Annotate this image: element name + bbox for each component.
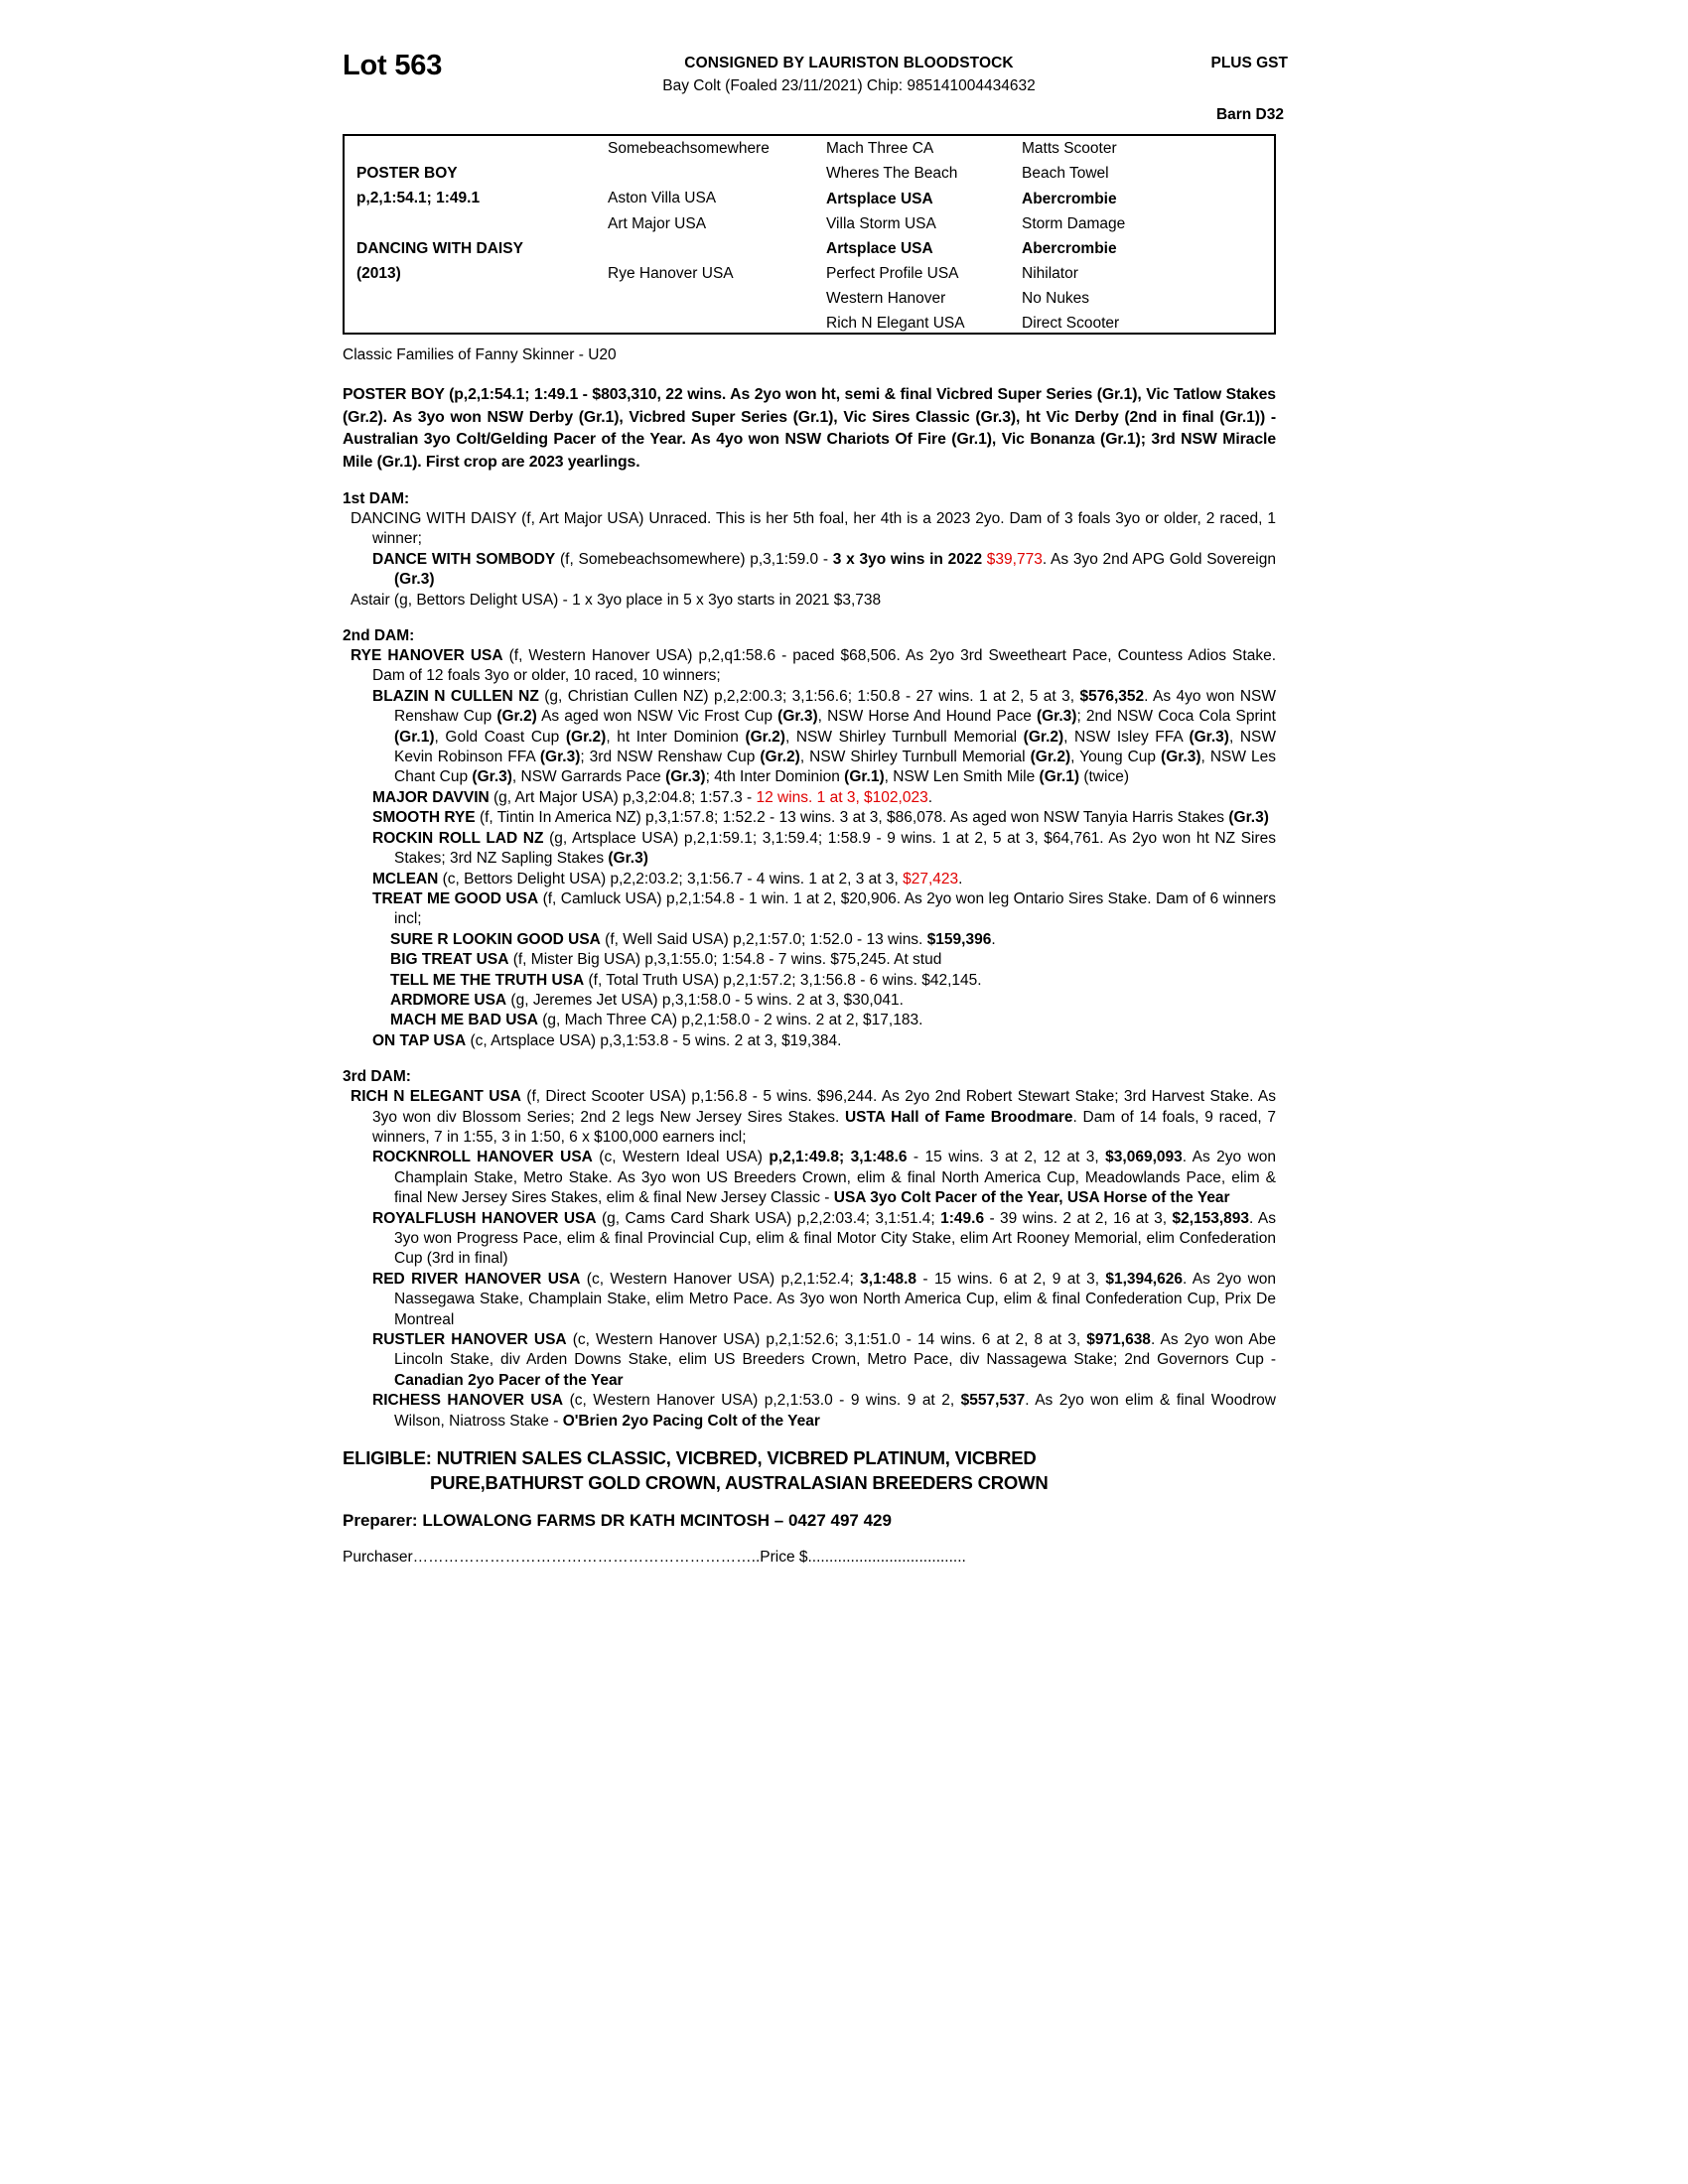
entry-text: - 15 wins. 3 at 2, 12 at 3,	[907, 1149, 1106, 1166]
page-header	[343, 45, 1345, 122]
eligibility-note	[343, 1445, 1286, 1495]
entry-text: , NSW Les Chant Cup	[394, 749, 1277, 786]
entry-name: ROCKNROLL HANOVER USA	[372, 1149, 593, 1166]
gggp-8: Direct Scooter	[1022, 315, 1120, 332]
entry-name: ARDMORE USA	[390, 991, 507, 1009]
entry-text: (g, Art Major USA) p,3,2:04.8; 1:57.3 -	[489, 788, 757, 806]
second-dam-entry-on-tap	[343, 1031, 1276, 1051]
entry-name: MACH ME BAD USA	[390, 1012, 538, 1029]
gggp-1: Matts Scooter	[1022, 140, 1117, 157]
entry-grade: (Gr.3)	[394, 571, 435, 589]
entry-award: O'Brien 2yo Pacing Colt of the Year	[562, 1412, 820, 1430]
entry-grade: (Gr.2)	[1023, 728, 1064, 746]
third-dam-intro	[343, 1087, 1276, 1148]
first-dam-intro: DANCING WITH DAISY (f, Art Major USA) Unraced. This is her 5th foal, her 4th is a 2023 2yo. Dam of 3 foals 3yo or older, 2 raced, 1 winner;	[351, 510, 1276, 548]
entry-name: BIG TREAT USA	[390, 951, 509, 969]
entry-grade: (Gr.2)	[496, 708, 537, 726]
second-dam-entry-mclean	[343, 870, 1276, 889]
entry-text: , NSW Horse And Hound Pace	[817, 708, 1037, 726]
entry-grade: (Gr.3)	[472, 768, 512, 786]
entry-text: (g, Jeremes Jet USA) p,3,1:58.0 - 5 wins. 2 at 3, $30,041.	[506, 991, 904, 1009]
entry-name: ROCKIN ROLL LAD NZ	[372, 829, 544, 847]
entry-text: (g, Mach Three CA) p,2,1:58.0 - 2 wins. 2 at 2, $17,183.	[537, 1012, 923, 1029]
sire-name: POSTER BOY	[356, 165, 458, 182]
pedigree-col-grandparents	[608, 136, 836, 333]
pedigree-col-gg-grandparents	[1022, 136, 1210, 333]
entry-grade: (Gr.2)	[760, 749, 800, 766]
entry-text: (g, Christian Cullen NZ) p,2,2:00.3; 3,1:56.6; 1:50.8 - 27 wins. 1 at 2, 5 at 3,	[538, 687, 1080, 705]
entry-grade: (Gr.3)	[1036, 708, 1077, 726]
entry-text: - 39 wins. 2 at 2, 16 at 3,	[984, 1209, 1173, 1227]
entry-text: .	[927, 788, 933, 806]
entry-name: RUSTLER HANOVER USA	[372, 1331, 567, 1349]
entry-name: RED RIVER HANOVER USA	[372, 1270, 581, 1288]
third-dam-heading: 3rd DAM:	[343, 1068, 411, 1086]
entry-earnings: $576,352	[1079, 687, 1145, 705]
entry-text: . As 2yo won Abe Lincoln Stake, div Arden Downs Stake, elim US Breeders Crown, Metro Pace, div Nassagewa Stake; 2nd Governors Cup -	[394, 1331, 1276, 1369]
entry-text: (c, Western Hanover USA) p,2,1:52.4;	[580, 1270, 861, 1288]
entry-text: . As 4yo won NSW Renshaw Cup	[394, 687, 1277, 726]
gggp-6: Nihilator	[1022, 265, 1078, 282]
third-gen-entry-tell-me-the-truth	[343, 971, 1276, 991]
entry-text: , Gold Coast Cup	[434, 728, 566, 746]
entry-text: . As 3yo won Progress Pace, elim & final Provincial Cup, elim & final Motor City Stake, elim Art Rooney Memorial, elim Confederation Cup (3rd in final)	[394, 1209, 1276, 1268]
entry-grade: (Gr.3)	[539, 749, 581, 766]
ggp-1: Mach Three CA	[826, 140, 934, 157]
sire-dam: Aston Villa USA	[608, 190, 717, 206]
second-dam-intro	[343, 646, 1276, 687]
entry-name: DANCE WITH SOMBODY	[372, 550, 556, 568]
entry-grade: (Gr.3)	[1228, 809, 1269, 827]
entry-earnings: $3,069,093	[1105, 1149, 1183, 1166]
consignor: CONSIGNED BY LAURISTON BLOODSTOCK	[684, 55, 1014, 71]
entry-text-c: . As 3yo 2nd APG Gold Sovereign	[1042, 550, 1276, 568]
entry-text: , NSW Isley FFA	[1063, 728, 1190, 746]
entry-record: 3,1:48.8	[860, 1270, 917, 1288]
entry-record: p,2,1:49.8; 3,1:48.6	[769, 1149, 908, 1166]
pedigree-col-great-grandparents	[826, 136, 1025, 333]
entry-text: (c, Western Ideal USA)	[592, 1149, 770, 1166]
entry-text: (f, Tintin In America NZ) p,3,1:57.8; 1:52.2 - 13 wins. 3 at 3, $86,078. As aged won NSW Tanyia Harris Stakes	[475, 809, 1229, 827]
third-dam-name: RICH N ELEGANT USA	[351, 1088, 521, 1106]
third-dam-entry-red-river-hanover	[343, 1270, 1276, 1330]
entry-name: RICHESS HANOVER USA	[372, 1392, 564, 1410]
entry-text: (c, Western Hanover USA) p,2,1:53.0 - 9 wins. 9 at 2,	[563, 1392, 961, 1410]
second-dam-entry-blazin	[343, 687, 1276, 788]
entry-text: (f, Direct Scooter USA) p,1:56.8 - 5 wins. $96,244. As 2yo 2nd Robert Stewart Stake; 3rd Harvest Stake. As 3yo won div Blossom Series; 2nd 2 legs New Jersey Sires Stakes.	[372, 1088, 1276, 1126]
entry-text: (c, Western Hanover USA) p,2,1:52.6; 3,1:51.0 - 14 wins. 6 at 2, 8 at 3,	[566, 1331, 1087, 1349]
first-dam-heading: 1st DAM:	[343, 490, 410, 507]
third-dam-entry-royalflush-hanover	[343, 1209, 1276, 1270]
entry-name: MAJOR DAVVIN	[372, 788, 490, 806]
pedigree-table	[343, 134, 1276, 335]
entry-text: , NSW Kevin Robinson FFA	[394, 728, 1277, 766]
broodmare-award: USTA Hall of Fame Broodmare	[844, 1108, 1073, 1126]
entry-earnings: $1,394,626	[1105, 1270, 1183, 1288]
gggp-3: Abercrombie	[1022, 191, 1117, 207]
entry-earnings: $557,537	[960, 1392, 1026, 1410]
third-gen-entry-ardmore	[343, 991, 1276, 1011]
entry-name: TREAT ME GOOD USA	[372, 889, 539, 907]
entry-text: (g, Cams Card Shark USA) p,2,2:03.4; 3,1:51.4;	[596, 1209, 941, 1227]
entry-text: , NSW Shirley Turnbull Memorial	[799, 749, 1031, 766]
entry-text: ; 3rd NSW Renshaw Cup	[580, 749, 761, 766]
entry-grade: (Gr.3)	[608, 850, 648, 868]
dam-sire: Art Major USA	[608, 215, 707, 232]
entry-bold-b: 3 x 3yo wins in 2022	[832, 550, 987, 568]
barn-number: Barn D32	[1215, 106, 1284, 123]
first-dam-entry-2: Astair (g, Bettors Delight USA) - 1 x 3yo place in 5 x 3yo starts in 2021 $3,738	[351, 591, 882, 609]
third-gen-entry-sure-r-lookin-good	[343, 930, 1276, 950]
entry-earnings: $2,153,893	[1172, 1209, 1250, 1227]
entry-grade: (Gr.2)	[745, 728, 785, 746]
ggp-8: Rich N Elegant USA	[826, 315, 965, 332]
third-dam-entry-rocknroll-hanover	[343, 1148, 1276, 1208]
entry-grade: (Gr.3)	[777, 708, 818, 726]
entry-award: USA 3yo Colt Pacer of the Year, USA Horse of the Year	[833, 1189, 1230, 1207]
sire-summary: POSTER BOY (p,2,1:54.1; 1:49.1 - $803,310, 22 wins. As 2yo won ht, semi & final Vicbred Super Series (Gr.1), Vic Tatlow Stakes (Gr.2). As 3yo won NSW Derby (Gr.1), Vicbred Super Series (Gr.1), Vic Sires Classic (Gr.3), ht Vic Derby (2nd in final (Gr.1)) - Australian 3yo Colt/Gelding Pacer of the Year. As 4yo won NSW Chariots Of Fire (Gr.1), Vic Bonanza (Gr.1); 3rd NSW Miracle Mile (Gr.1). First crop are 2023 yearlings.	[343, 386, 1276, 471]
sire-sire: Somebeachsomewhere	[608, 140, 770, 157]
entry-text: ; 4th Inter Dominion	[705, 768, 845, 786]
entry-grade: (Gr.1)	[394, 728, 435, 746]
gggp-7: No Nukes	[1022, 290, 1090, 307]
third-gen-entry-big-treat	[343, 950, 1276, 970]
dam-year: (2013)	[356, 265, 401, 282]
entry-text: (f, Camluck USA) p,2,1:54.8 - 1 win. 1 at 2, $20,906. As 2yo won leg Ontario Sires Stake. Dam of 6 winners incl;	[394, 889, 1276, 928]
second-dam-text: (f, Western Hanover USA) p,2,q1:58.6 - paced $68,506. As 2yo 3rd Sweetheart Pace, Countess Adios Stake. Dam of 12 foals 3yo or older, 10 raced, 10 winners;	[372, 647, 1276, 685]
dam-name: DANCING WITH DAISY	[356, 240, 523, 257]
entry-text: , ht Inter Dominion	[606, 728, 746, 746]
entry-earnings: $159,396	[926, 930, 992, 948]
third-gen-entry-mach-me-bad	[343, 1011, 1276, 1030]
second-dam-entry-smooth-rye	[343, 808, 1276, 828]
entry-grade: (Gr.2)	[565, 728, 607, 746]
entry-grade: (Gr.1)	[1039, 768, 1080, 786]
catalogue-sheet	[343, 45, 1345, 1567]
horse-description: Bay Colt (Foaled 23/11/2021) Chip: 985141004434632	[662, 77, 1036, 94]
entry-earnings: 12 wins. 1 at 3, $102,023	[756, 788, 928, 806]
entry-text: . As 2yo won elim & final Woodrow Wilson, Niatross Stake -	[394, 1392, 1276, 1430]
entry-grade: (Gr.1)	[844, 768, 885, 786]
first-dam-entry	[343, 550, 1276, 591]
second-dam-heading: 2nd DAM:	[343, 627, 415, 645]
third-dam-entry-rustler-hanover	[343, 1330, 1276, 1391]
lot-number: Lot 563	[343, 50, 443, 81]
entry-name: BLAZIN N CULLEN NZ	[372, 687, 539, 705]
entry-name: ON TAP USA	[372, 1031, 467, 1049]
entry-text: . Dam of 14 foals, 9 raced, 7 winners, 7 in 1:55, 3 in 1:50, 6 x $100,000 earners incl;	[372, 1108, 1276, 1146]
second-dam-entry-rockin-roll-lad	[343, 829, 1276, 870]
entry-grade: (Gr.3)	[1161, 749, 1201, 766]
entry-text: , NSW Len Smith Mile	[884, 768, 1040, 786]
entry-text: , NSW Garrards Pace	[511, 768, 666, 786]
second-dam-entry-treat-me-good	[343, 889, 1276, 930]
ggp-6: Perfect Profile USA	[826, 265, 959, 282]
entry-text: As aged won NSW Vic Frost Cup	[536, 708, 778, 726]
entry-text: , NSW Shirley Turnbull Memorial	[784, 728, 1024, 746]
entry-record: 1:49.6	[940, 1209, 985, 1227]
pedigree-col-parents	[356, 136, 610, 333]
gst-note: PLUS GST	[1210, 55, 1288, 71]
entry-name: MCLEAN	[372, 870, 439, 887]
entry-award: Canadian 2yo Pacer of the Year	[394, 1371, 624, 1389]
preparer-line: Preparer: LLOWALONG FARMS DR KATH MCINTOSH – 0427 497 429	[343, 1511, 892, 1531]
ggp-3: Artsplace USA	[826, 191, 933, 207]
entry-text: (f, Mister Big USA) p,3,1:55.0; 1:54.8 - 7 wins. $75,245. At stud	[508, 951, 942, 969]
entry-text: , Young Cup	[1070, 749, 1162, 766]
ggp-5: Artsplace USA	[826, 240, 933, 257]
gggp-4: Storm Damage	[1022, 215, 1126, 232]
ggp-2: Wheres The Beach	[826, 165, 958, 182]
second-dam-name: RYE HANOVER USA	[351, 647, 503, 665]
ggp-4: Villa Storm USA	[826, 215, 936, 232]
third-dam-entry-richess-hanover	[343, 1391, 1276, 1432]
gggp-5: Abercrombie	[1022, 240, 1117, 257]
entry-earnings: $39,773	[986, 550, 1043, 568]
entry-grade: (Gr.3)	[665, 768, 706, 786]
eligibility-line-1: ELIGIBLE: NUTRIEN SALES CLASSIC, VICBRED, VICBRED PLATINUM, VICBRED	[343, 1447, 1037, 1469]
entry-text: (twice)	[1079, 768, 1129, 786]
entry-name: TELL ME THE TRUTH USA	[390, 971, 585, 989]
second-dam-entry-major-davvin	[343, 788, 1276, 808]
entry-text: (g, Artsplace USA) p,2,1:59.1; 3,1:59.4; 1:58.9 - 9 wins. 1 at 2, 5 at 3, $64,761. As 2yo won ht NZ Sires Stakes; 3rd NZ Sapling Stakes	[394, 829, 1277, 868]
entry-earnings: $27,423	[903, 870, 959, 887]
entry-text: ; 2nd NSW Coca Cola Sprint	[1076, 708, 1276, 726]
entry-name: SURE R LOOKIN GOOD USA	[390, 930, 601, 948]
sire-record: p,2,1:54.1; 1:49.1	[356, 190, 481, 206]
entry-text-a: (f, Somebeachsomewhere) p,3,1:59.0 -	[555, 550, 833, 568]
entry-text: . As 2yo won Nassegawa Stake, Champlain Stake, elim Metro Pace. As 3yo won North America Cup, elim & final Confederation Cup, Prix De Montreal	[394, 1270, 1277, 1328]
classic-families-note: Classic Families of Fanny Skinner - U20	[343, 346, 617, 363]
entry-text: .	[958, 870, 963, 887]
entry-name: SMOOTH RYE	[372, 809, 476, 827]
entry-text: - 15 wins. 6 at 2, 9 at 3,	[916, 1270, 1106, 1288]
entry-text: (f, Well Said USA) p,2,1:57.0; 1:52.0 - 13 wins.	[600, 930, 927, 948]
dam-dam: Rye Hanover USA	[608, 265, 734, 282]
entry-name: ROYALFLUSH HANOVER USA	[372, 1209, 597, 1227]
entry-earnings: $971,638	[1086, 1331, 1151, 1349]
entry-text: (c, Bettors Delight USA) p,2,2:03.2; 3,1:56.7 - 4 wins. 1 at 2, 3 at 3,	[438, 870, 904, 887]
entry-text: . As 2yo won Champlain Stake, Metro Stake. As 3yo won US Breeders Crown, elim & final North America Cup, Meadowlands Pace, elim & final New Jersey Sires Stakes, elim & final New Jersey Classic -	[394, 1149, 1277, 1207]
entry-text: .	[991, 930, 996, 948]
entry-grade: (Gr.2)	[1030, 749, 1071, 766]
ggp-7: Western Hanover	[826, 290, 946, 307]
eligibility-line-2: PURE,BATHURST GOLD CROWN, AUSTRALASIAN BREEDERS CROWN	[430, 1472, 1049, 1494]
entry-text: (f, Total Truth USA) p,2,1:57.2; 3,1:56.8 - 6 wins. $42,145.	[584, 971, 982, 989]
purchaser-line: Purchaser…………………………………………………………..Price $.....................................	[343, 1549, 966, 1567]
entry-text: (c, Artsplace USA) p,3,1:53.8 - 5 wins. 2 at 3, $19,384.	[466, 1031, 842, 1049]
gggp-2: Beach Towel	[1022, 165, 1109, 182]
entry-grade: (Gr.3)	[1189, 728, 1229, 746]
